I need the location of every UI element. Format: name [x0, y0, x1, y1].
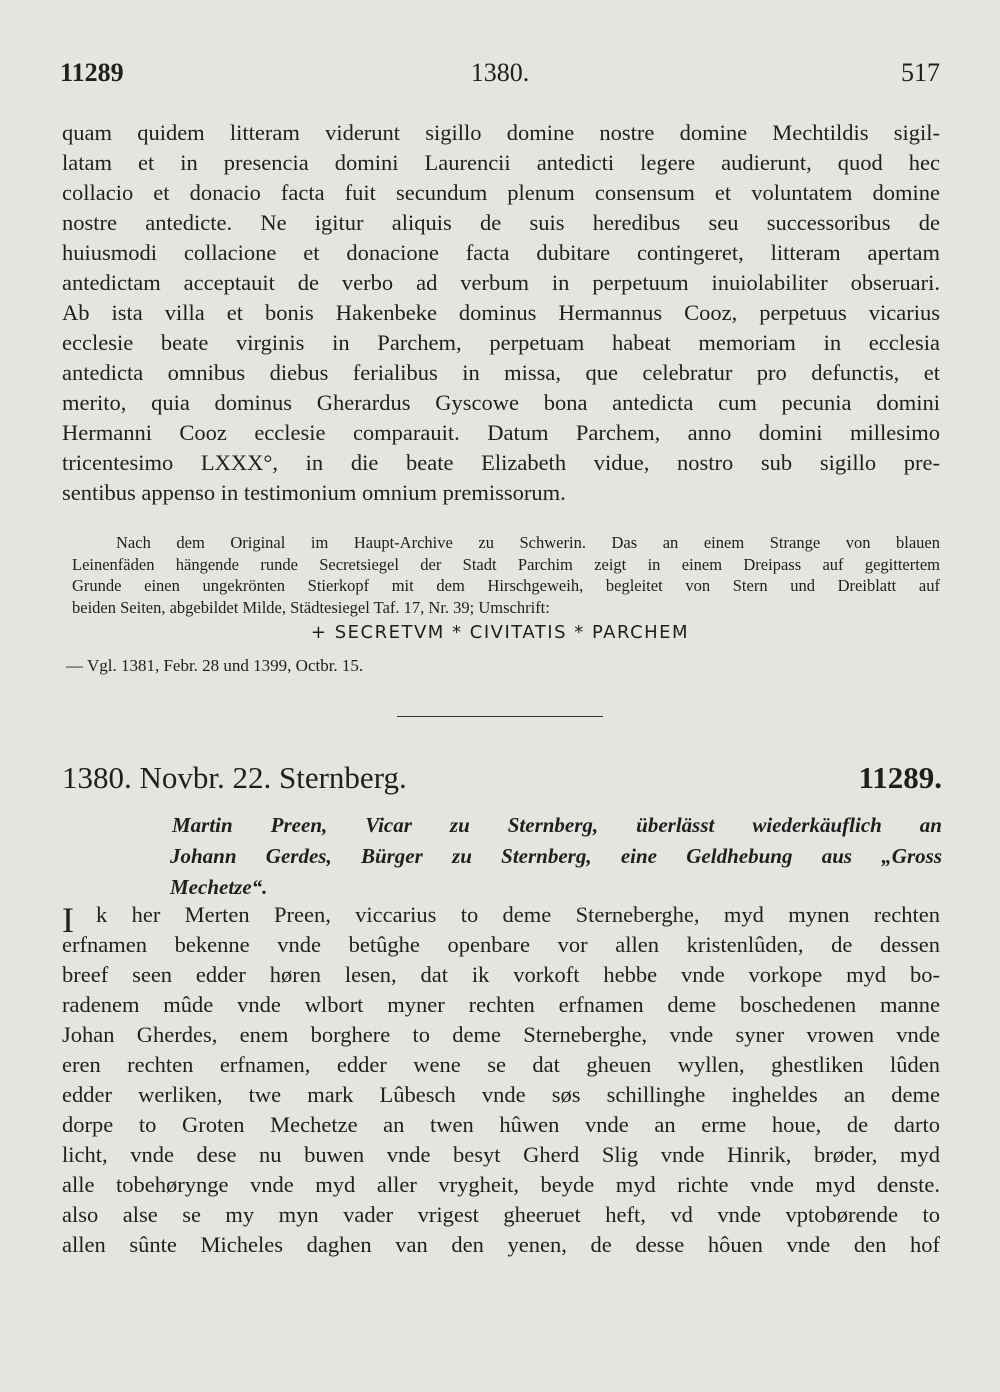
text-line: huiusmodi collacione et donacione facta dubitare contingeret, litteram apertam: [62, 240, 940, 265]
text-line: tricentesimo LXXX°, in die beate Elizabeth vidue, nostro sub sigillo pre-: [62, 450, 940, 475]
entry-date-place: 1380. Novbr. 22. Sternberg.: [62, 760, 407, 795]
low-german-charter-text: [62, 900, 940, 1260]
text-line: dorpe to Groten Mechetze an twen hûwen vnde an erme houe, de darto: [62, 1112, 940, 1137]
regest-line: Martin Preen, Vicar zu Sternberg, überlässt wiederkäuflich an: [172, 813, 942, 837]
page-number: 517: [901, 58, 940, 87]
regest-line: Mechetze“.: [170, 875, 268, 899]
seal-legend: + SECRETVM * CIVITATIS * PARCHEM: [310, 622, 690, 643]
text-line: latam et in presencia domini Laurencii antedicti legere audierunt, quod hec: [62, 150, 940, 175]
text-line: Hermanni Cooz ecclesie comparauit. Datum Parchem, anno domini millesimo: [62, 420, 940, 445]
text-line: antedicta omnibus diebus ferialibus in missa, que celebratur pro defunctis, et: [62, 360, 940, 385]
text-line: Ab ista villa et bonis Hakenbeke dominus Hermannus Cooz, perpetuus vicarius: [62, 300, 940, 325]
cross-reference: — Vgl. 1381, Febr. 28 und 1399, Octbr. 15.: [66, 656, 364, 675]
regest-line: Johann Gerdes, Bürger zu Sternberg, eine Geldhebung aus „Gross: [170, 844, 942, 868]
entry-regest: [170, 810, 942, 903]
note-line: Grunde einen ungekrönten Stierkopf mit dem Hirschgeweih, begleitet von Stern und Dreiblatt auf: [72, 576, 940, 595]
text-line: breef seen edder høren lesen, dat ik vorkoft hebbe vnde vorkope myd bo-: [62, 962, 940, 987]
text-line: erfnamen bekenne vnde betûghe openbare vor allen kristenlûden, de dessen: [62, 932, 940, 957]
text-line: antedictam acceptauit de verbo ad verbum in perpetuum inuiolabiliter obseruari.: [62, 270, 940, 295]
text-line: sentibus appenso in testimonium omnium premissorum.: [62, 480, 566, 505]
text-line: also alse se my myn vader vrigest gheeruet heft, vd vnde vptobørende to: [62, 1202, 940, 1227]
text-line: alle tobehørynge vnde myd aller vrygheit, beyde myd richte vnde myd denste.: [62, 1172, 940, 1197]
note-line: Nach dem Original im Haupt-Archive zu Schwerin. Das an einem Strange von blauen: [116, 533, 940, 552]
text-line: radenem mûde vnde wlbort myner rechten erfnamen deme boschedenen manne: [62, 992, 940, 1017]
section-divider: [397, 716, 603, 717]
text-line: collacio et donacio facta fuit secundum plenum consensum et voluntatem domine: [62, 180, 940, 205]
latin-charter-text: [62, 118, 940, 508]
text-line: allen sûnte Micheles daghen van den yenen, de desse hôuen vnde den hof: [62, 1232, 940, 1257]
source-note: [72, 532, 940, 618]
text-line: ecclesie beate virginis in Parchem, perpetuam habeat memoriam in ecclesia: [62, 330, 940, 355]
note-line: Leinenfäden hängende runde Secretsiegel der Stadt Parchim zeigt in einem Dreipass auf gegittertem: [72, 554, 940, 574]
text-line: merito, quia dominus Gherardus Gyscowe bona antedicta cum pecunia domini: [62, 390, 940, 415]
page-header: [60, 58, 940, 92]
text-line: Johan Gherdes, enem borghere to deme Sterneberghe, vnde syner vrowen vnde: [62, 1022, 940, 1047]
running-year: 1380.: [470, 58, 530, 87]
entry-number: 11289.: [858, 760, 942, 795]
text-line: k her Merten Preen, viccarius to deme Sterneberghe, myd mynen rechten: [96, 902, 940, 927]
initial-letter: I: [62, 900, 74, 940]
text-line: eren rechten erfnamen, edder wene se dat gheuen wyllen, ghestliken lûden: [62, 1052, 940, 1077]
text-line: nostre antedicte. Ne igitur aliquis de suis heredibus seu successoribus de: [62, 210, 940, 235]
document-number: 11289: [60, 58, 124, 87]
entry-heading: [62, 760, 942, 800]
text-line: quam quidem litteram viderunt sigillo domine nostre domine Mechtildis sigil-: [62, 120, 940, 145]
text-line: edder werliken, twe mark Lûbesch vnde søs schillinghe ingheldes an deme: [62, 1082, 940, 1107]
text-line: licht, vnde dese nu buwen vnde besyt Gherd Slig vnde Hinrik, brøder, myd: [62, 1142, 940, 1167]
note-line: beiden Seiten, abgebildet Milde, Städtesiegel Taf. 17, Nr. 39; Umschrift:: [72, 597, 550, 617]
